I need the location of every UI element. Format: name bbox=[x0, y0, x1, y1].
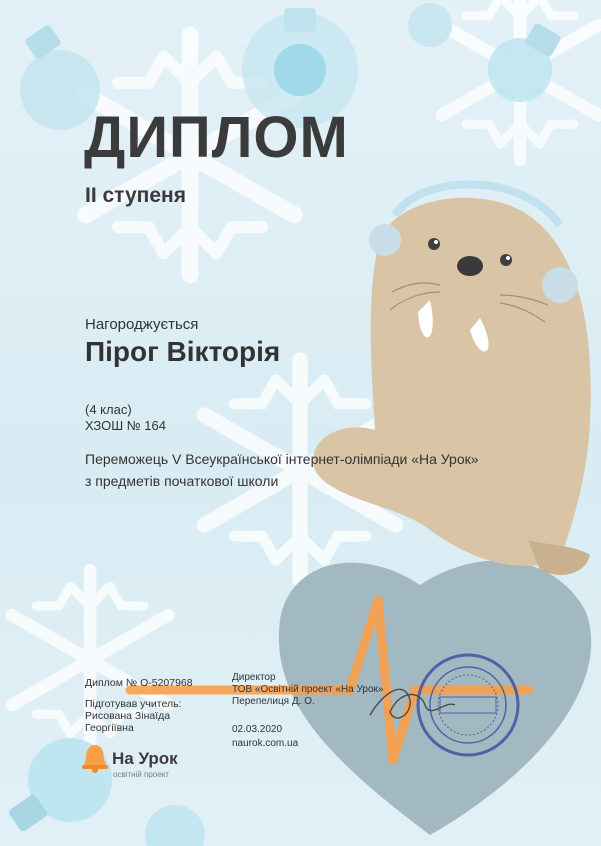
recipient-name: Пірог Вікторія bbox=[85, 336, 281, 367]
bell-logo-icon bbox=[82, 743, 108, 773]
heart-shape bbox=[279, 561, 591, 835]
teacher-name-continued: Георгіївна bbox=[85, 722, 134, 734]
website-link[interactable]: naurok.com.ua bbox=[232, 738, 299, 749]
awarded-label: Нагороджується bbox=[85, 316, 199, 333]
recipient-school: ХЗОШ № 164 bbox=[85, 418, 166, 433]
prepared-by-label: Підготував учитель: bbox=[85, 698, 182, 710]
diploma-title: ДИПЛОМ bbox=[84, 105, 349, 170]
walrus-illustration bbox=[313, 184, 590, 575]
director-name: Перепелиця Д. О. bbox=[232, 696, 315, 707]
director-title: Директор bbox=[232, 672, 276, 683]
achievement-text: Переможець V Всеукраїнської інтернет-олімпіади «На Урок» bbox=[85, 451, 479, 467]
logo-name: На Урок bbox=[112, 749, 178, 768]
teacher-name: Рисована Зінаїда bbox=[85, 710, 171, 722]
diploma-number: Диплом № О-5207968 bbox=[85, 677, 193, 689]
director-organization: ТОВ «Освітній проект «На Урок» bbox=[232, 684, 384, 695]
recipient-grade: (4 клас) bbox=[85, 402, 132, 417]
logo-subtitle: освітній проект bbox=[113, 770, 169, 779]
diploma-degree: ІІ ступеня bbox=[85, 184, 186, 207]
issue-date: 02.03.2020 bbox=[232, 724, 283, 735]
achievement-text-subject: з предметів початкової школи bbox=[85, 473, 279, 489]
